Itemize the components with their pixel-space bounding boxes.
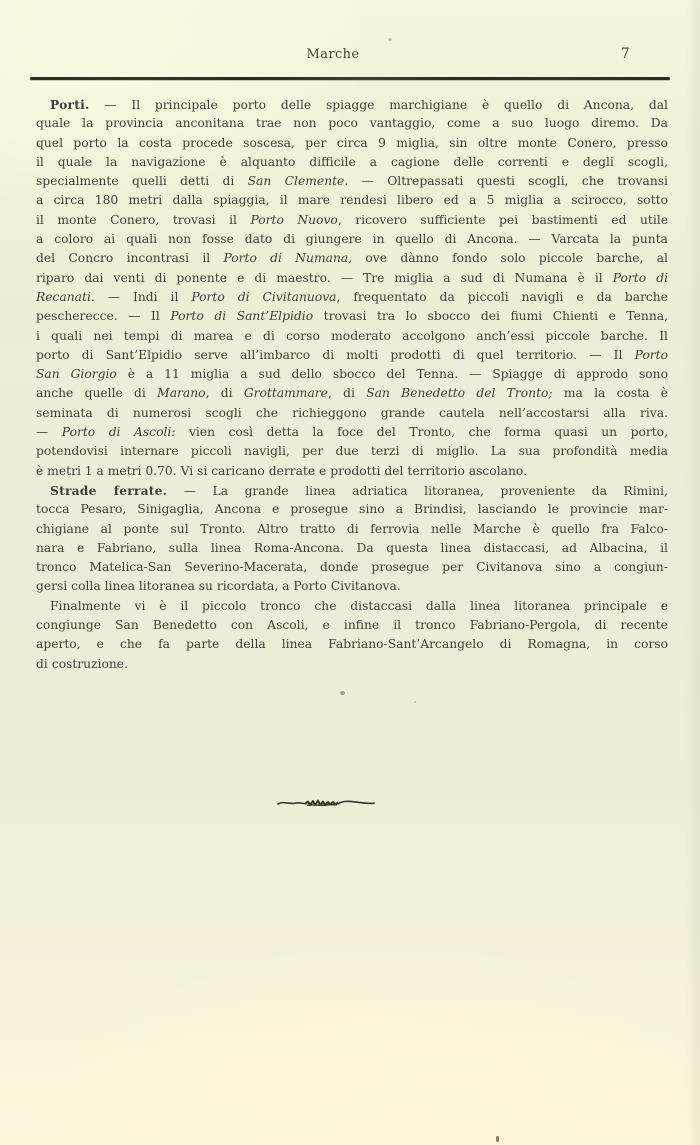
italic-text: Grottammare — [243, 386, 328, 401]
body-text: a coloro ai quali non fosse dato di giungere in quello di Ancona. — Varcata la punta — [36, 232, 668, 247]
body-text: , ricovero sufficiente pei bastimenti ed utile — [337, 212, 668, 227]
text-line — [36, 269, 668, 288]
text-line — [36, 500, 668, 519]
text-line — [36, 539, 668, 558]
body-text: a circa 180 metri dalla spiaggia, il mare rendesi libero ed a 5 miglia a scirocco, sotto — [36, 193, 668, 208]
body-text: anche quelle di — [36, 386, 158, 401]
page-edge-shadow — [686, 0, 700, 1145]
text-line — [36, 462, 668, 481]
italic-text: Recanati. — [36, 289, 95, 304]
body-text: congiunge San Benedetto con Ascoli, e infine il tronco Fabriano-Pergola, di recente — [36, 618, 668, 633]
body-text: , ove dànno fondo solo piccole barche, al — [348, 251, 668, 266]
page-body — [36, 95, 668, 674]
scan-speck — [388, 38, 392, 41]
body-text: ma la costa è — [552, 386, 668, 401]
body-text: quale la provincia anconitana trae non poco vantaggio, come a suo luogo diremo. Da — [36, 116, 668, 131]
text-line — [36, 635, 668, 654]
paragraph-lead-word: Strade ferrate. — [50, 482, 168, 498]
body-text: i quali nei tempi di marea e di corso moderato accolgono anch’essi piccole barche. Il — [36, 328, 668, 343]
text-line — [36, 153, 668, 172]
header-rule — [30, 77, 670, 80]
body-text: chigiane al ponte sul Tronto. Altro tratto di ferrovia nelle Marche è quello fra Falco- — [36, 521, 668, 536]
body-text: tocca Pesaro, Sinigaglia, Ancona e prosegue sino a Brindisi, lasciando le provincie mar- — [36, 502, 668, 517]
text-line — [36, 423, 668, 442]
body-text: riparo dai venti di ponente e di maestro. — Tre miglia a sud di Numana è il — [36, 270, 613, 285]
body-text: , di — [205, 386, 244, 401]
body-text: il monte Conero, trovasi il — [36, 212, 251, 227]
text-line — [36, 597, 668, 616]
text-line — [36, 404, 668, 423]
text-line — [36, 327, 668, 346]
text-line — [36, 95, 668, 114]
text-line — [36, 307, 668, 326]
body-text: porto di Sant’Elpidio serve all’imbarco di molti prodotti di quel territorio. — Il — [36, 347, 635, 362]
text-line — [36, 520, 668, 539]
body-text: — La grande linea adriatica litoranea, proveniente da Rimini, — [167, 483, 668, 498]
text-line — [36, 249, 668, 268]
body-text: nara e Fabriano, sulla linea Roma-Ancona. Da questa linea distaccasi, ad Albacina, il — [36, 540, 668, 555]
text-line — [36, 230, 668, 249]
text-line — [36, 481, 668, 500]
italic-text: Porto — [634, 347, 668, 362]
ornament-squiggle-icon — [277, 795, 375, 811]
body-text: è metri 1 a metri 0.70. Vi si caricano derrate e prodotti del territorio ascolano. — [36, 463, 527, 478]
italic-text: San Giorgio — [36, 367, 117, 382]
italic-text: Porto di — [612, 270, 668, 285]
italic-text: Porto di Civitanuova — [191, 289, 337, 304]
italic-text: Porto Nuovo — [250, 212, 338, 227]
body-text: il quale la navigazione è alquanto difficile a cagione delle correnti e degli scogli, — [36, 154, 668, 169]
body-text: , di — [327, 386, 367, 401]
body-text: potendovisi internare piccoli navigli, per due terzi di miglio. La sua profondità media — [36, 444, 668, 459]
paragraph-lead-word: Porti. — [50, 97, 90, 112]
text-line — [36, 577, 668, 596]
body-text: seminata di numerosi scogli che richieggono grande cautela nell’accostarsi alla riva. — [36, 405, 668, 420]
text-line — [36, 616, 668, 635]
body-text: è a 11 miglia a sud dello sbocco del Tenna. — Spiagge di approdo sono — [116, 367, 668, 382]
body-text: — — [36, 425, 62, 440]
italic-text: San Benedetto del Tronto; — [366, 386, 553, 401]
body-text: — Oltrepassati questi scogli, che trovansi — [348, 174, 668, 189]
body-text: di costruzione. — [36, 656, 128, 671]
text-line — [36, 558, 668, 577]
italic-text: San Clemente. — [247, 174, 349, 189]
body-text: Finalmente vi è il piccolo tronco che distaccasi dalla linea litoranea principale e — [50, 598, 668, 613]
text-line — [36, 384, 668, 403]
page-number: 7 — [621, 46, 630, 62]
body-text: pescherecce. — Il — [36, 309, 171, 324]
text-line — [36, 442, 668, 461]
body-text: gersi colla linea litoranea su ricordata, a Porto Civitanova. — [36, 579, 401, 594]
body-text: tronco Matelica-San Severino-Macerata, donde prosegue per Civitanova sino a congiun- — [36, 560, 668, 575]
italic-text: Porto di Ascoli: — [61, 425, 176, 440]
text-line — [36, 655, 668, 674]
body-text: aperto, e che fa parte della linea Fabriano-Sant’Arcangelo di Romagna, in corso — [36, 637, 668, 652]
running-head-title: Marche — [306, 47, 360, 62]
text-line — [36, 288, 668, 307]
italic-text: Porto di Sant’Elpidio — [170, 309, 314, 324]
body-text: del Concro incontrasi il — [36, 251, 224, 266]
scan-speck — [340, 691, 345, 695]
text-line — [36, 346, 668, 365]
body-text: — Il principale porto delle spiagge marchigiane è quello di Ancona, dal — [89, 98, 668, 112]
italic-text: Marano — [157, 386, 206, 401]
body-text: , frequentato da piccoli navigli e da barche — [336, 289, 668, 304]
body-text: vien così detta la foce del Tronto, che forma quasi un porto, — [175, 425, 668, 440]
text-line — [36, 191, 668, 210]
scan-speck — [496, 1136, 499, 1142]
body-text: trovasi tra lo sbocco dei fiumi Chienti e Tenna, — [313, 309, 668, 324]
text-line — [36, 211, 668, 230]
text-line — [36, 172, 668, 191]
italic-text: Porto di Numana — [223, 251, 349, 266]
body-text: quel porto la costa procede soscesa, per circa 9 miglia, sin oltre monte Conero, presso — [36, 135, 668, 150]
text-line — [36, 365, 668, 384]
text-line — [36, 134, 668, 153]
body-text: — Indi il — [94, 289, 192, 304]
scan-speck — [414, 701, 416, 703]
body-text: specialmente quelli detti di — [36, 174, 248, 189]
text-line — [36, 114, 668, 133]
